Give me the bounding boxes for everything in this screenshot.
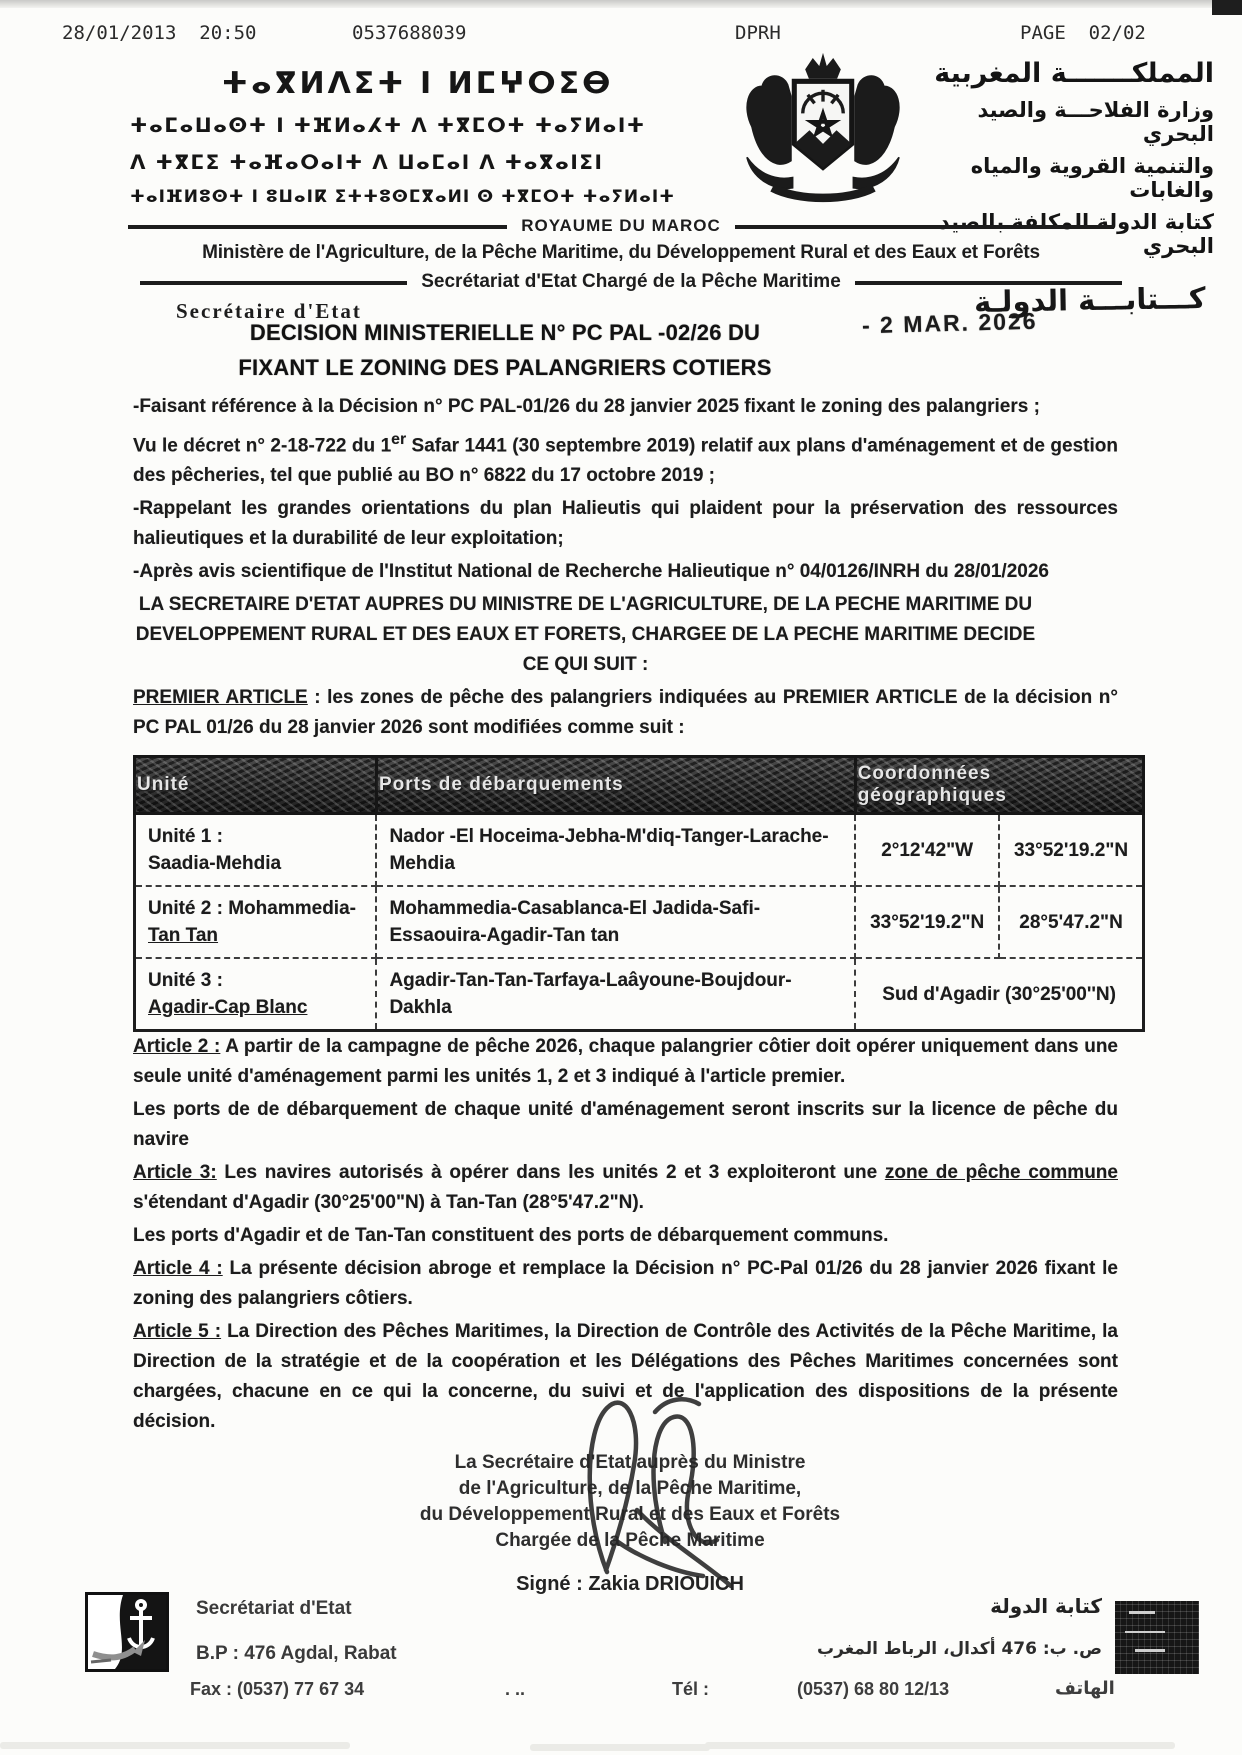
footer-cut-line [0,1676,1242,1699]
common-ports-note: Les ports d'Agadir et de Tan-Tan constituent des ports de débarquement communs. [133,1225,889,1247]
table-row [135,814,1144,887]
article-3-text: s'étendant d'Agadir (30°25'00"N) à Tan-Tan (28°5'47.2"N). [133,1192,644,1214]
date-stamp: - 2 MAR. 2026 [861,307,1038,339]
tifinagh-line: ⵜⴰⵏⴼⵍⵓⵙⵜ ⵏ ⵓⵡⴰⵏⴽ ⵉⵜⵜⵓⵙⵎⴳⴰⵍⵏ ⵙ ⵜⴳⵎⵔⵜ ⵜⴰⵢⵍⴰⵏⵜ [130,187,676,207]
unit-cell [135,886,377,958]
signed-line: Signé : Zakia DRIOUICH [516,1573,744,1595]
unit-name: Unité 1 : [148,826,223,848]
ports-cell: Nador -El Hoceima-Jebha-M'diq-Tanger-Larache-Mehdia [376,814,855,887]
article-3 [133,1158,1118,1218]
preamble-p2-text: Safar 1441 (30 septembre 2019) relatif aux plans d'aménagement et de gestion des pêcheries, tel que publié au BO n° 6822 du 17 octobre 2019 ; [133,435,1118,487]
rule-dash [140,281,407,285]
ports-license-note: Les ports de de débarquement de chaque unité d'aménagement seront inscrits sur la licence de pêche du navire [133,1099,1118,1151]
premier-article-emph: PREMIER ARTICLE [782,687,958,709]
footer-arabic-address: ص. ب: 476 أكدال، الرباط المغرب [817,1639,1102,1659]
fax-number: 0537688039 [352,22,467,44]
footer-tel-label-fragment: Tél : [672,1679,710,1699]
article-3-lead: Article 3: [133,1162,217,1184]
coord-cell: 2°12'42"W [855,814,999,887]
footer-org-label: Secrétariat d'Etat [196,1598,352,1619]
footer-fax-fragment: Fax : (0537) 77 67 34 [190,1679,365,1699]
premier-article-text: de la décision n° PC PAL 01/26 du 28 janvier 2026 sont modifiées comme suit : [133,687,1118,739]
arabic-line: المملكـــــــة المغربية [934,58,1214,89]
scan-smudge [530,1744,710,1751]
footer-address: B.P : 476 Agdal, Rabat [196,1643,397,1664]
fax-datetime: 28/01/2013 20:50 [62,22,257,44]
article-2-text: A partir de la campagne de pêche 2026, chaque palangrier côtier doit opérer uniquement dans une seule unité d'aménagement parmi les unités 1, 2 et 3 indiqué à l'article premier. [133,1036,1118,1088]
decide-clause: LA SECRETAIRE D'ETAT AUPRES DU MINISTRE DE L'AGRICULTURE, DE LA PECHE MARITIME DU DEVELOPPEMENT RURAL ET DES EAUX ET FORETS, CHARGEE DE LA PECHE MARITIME DECIDE CE QUI SUIT : [135,594,1036,676]
preamble-p1: -Faisant référence à la Décision n° PC PAL-01/26 du 28 janvier 2025 fixant le zoning des palangriers ; [133,396,1040,417]
unit-name: Tan Tan [148,925,219,947]
ports-cell: Agadir-Tan-Tan-Tarfaya-Laâyoune-Boujdour-Dakhla [376,958,855,1031]
unit-name: Unité 2 : Mohammedia- [148,898,356,920]
article-4-lead: Article 4 : [133,1258,223,1280]
col-header-coords: Coordonnées géographiques [855,757,1143,814]
rule-dash [735,225,1114,229]
ports-cell: Mohammedia-Casablanca-El Jadida-Safi-Essaouira-Agadir-Tan tan [376,886,855,958]
signature-title-line: du Développement Rural et des Eaux et Forêts [419,1504,841,1525]
scan-top-strip [0,0,1242,8]
unit-name: Agadir-Cap Blanc [148,997,308,1019]
coord-cell: 33°52'19.2"N [855,886,999,958]
preamble-p2-text: Vu le décret n° 2-18-722 du 1 [133,435,392,457]
preamble-p3: -Rappelant les grandes orientations du plan Halieutis qui plaident pour la préservation des ressources halieutiques et la durabilité de leur exploitation; [133,498,1118,550]
article-2-lead: Article 2 : [133,1036,221,1058]
article-4 [133,1254,1118,1314]
coord-cell: 33°52'19.2"N [999,814,1143,887]
footer-arabic-org: كتابة الدولة [990,1594,1102,1618]
col-header-ports: Ports de débarquements [376,757,855,814]
premier-article-text: les zones de pêche des palangriers indiquées au [327,687,783,709]
coord-cell: 28°5'47.2"N [999,886,1143,958]
scan-smudge [705,1742,1175,1749]
coat-of-arms-icon [738,56,908,208]
signature-title-line: de l'Agriculture, de la Pêche Maritime, [458,1478,802,1499]
unit-cell [135,814,377,887]
article-3-text: Les navires autorisés à opérer dans les unités 2 et 3 exploiteront une [216,1162,885,1184]
unit-name: Unité 3 : [148,970,223,992]
footer-arabic-fragment: الهاتف [1055,1678,1115,1699]
decision-title [0,320,1010,390]
premier-article-lead: PREMIER ARTICLE [133,687,308,709]
unit-cell [135,958,377,1031]
state-secretariat-arabic-stamp: كـــتابـــة الدولـة [974,280,1207,320]
tifinagh-line: ⵜⴰⵎⴰⵡⴰⵙⵜ ⵏ ⵜⴼⵍⴰⵃⵜ ⴷ ⵜⴳⵎⵔⵜ ⵜⴰⵢⵍⴰⵏⵜ [130,113,646,137]
article-5-lead: Article 5 : [133,1321,222,1343]
article-5-text: La Direction des Pêches Maritimes, la Direction de Contrôle des Activités de la Pêche Maritime, la Direction de la stratégie et de la coopération et les Délégations des Pêches Maritimes concernées sont chargées, chacune en ce qui la concerne, du suivi et de l'application des dispositions de la présente décision. [133,1321,1118,1433]
signature-scribble-icon [545,1390,750,1595]
table-header-row [135,757,1144,814]
article-4-text: La présente décision abroge et remplace la Décision n° PC-Pal 01/26 du 28 janvier 2026 fixant le zoning des palangriers côtiers. [133,1258,1118,1310]
fax-dept-code: DPRH [735,22,781,44]
tifinagh-line: ⴷ ⵜⴳⵎⵉ ⵜⴰⴼⴰⵔⴰⵏⵜ ⴷ ⵡⴰⵎⴰⵏ ⴷ ⵜⴰⴳⴰⵏⵉⵏ [130,150,604,174]
arabic-line: وزارة الفلاحـــة والصيد البحري [977,98,1214,146]
fax-page-label: PAGE 02/02 [1020,22,1146,44]
unit-name: Saadia-Mehdia [148,853,282,875]
kingdom-label: ROYAUME DU MAROC [521,216,721,235]
decision-title-line1: DECISION MINISTERIELLE N° PC PAL -02/26 DU [249,320,761,345]
premier-article-sep: : [307,687,328,709]
footer-dots-fragment: . .. [505,1679,526,1699]
rule-dash [128,225,507,229]
signature-title-line: Chargée de la Pêche Maritime [495,1530,765,1551]
table-row [135,886,1144,958]
arabic-line: كتابة الدولة المكلفة بالصيد البحري [939,210,1214,258]
coord-cell-merged: Sud d'Agadir (30°25'00''N) [855,958,1143,1031]
secretariat-logo-icon [85,1592,169,1672]
fax-transmission-header [0,22,1242,48]
scan-smudge [0,1742,350,1749]
preamble-p4: -Après avis scientifique de l'Institut National de Recherche Halieutique n° 04/0126/INRH du 28/01/2026 [133,561,1049,583]
footer-tel-number-fragment: (0537) 68 80 12/13 [797,1679,950,1699]
secretariat-line: Secrétariat d'Etat Chargé de la Pêche Maritime [421,271,841,292]
tifinagh-line: ⵜⴰⴳⵍⴷⵉⵜ ⵏ ⵍⵎⵖⵔⵉⴱ [221,66,614,101]
zoning-table [133,755,1145,1032]
signature-title-line: La Secrétaire d'Etat auprès du Ministre [454,1452,806,1473]
article-2 [133,1032,1118,1092]
col-header-unit: Unité [135,757,377,814]
letterhead-tifinagh-block [130,66,705,207]
kingdom-rule-row [128,216,1114,236]
decision-title-line2: FIXANT LE ZONING DES PALANGRIERS COTIERS [238,355,772,380]
table-row [135,958,1144,1031]
secretary-label: Secrétaire d'Etat [176,299,362,323]
footer-stamp-block [1115,1601,1199,1674]
preamble-p2 [133,425,1118,491]
arabic-line: والتنمية القروية والمياه والغابات [970,154,1214,202]
premier-article [133,683,1118,743]
ordinal-sup: er [391,431,407,448]
ministry-line: Ministère de l'Agriculture, de la Pêche Maritime, du Développement Rural et des Eaux et Forêts [202,242,1040,263]
document-body [133,392,1129,1440]
article-3-emph: zone de pêche commune [884,1162,1118,1184]
scan-corner-mark [1212,0,1242,15]
